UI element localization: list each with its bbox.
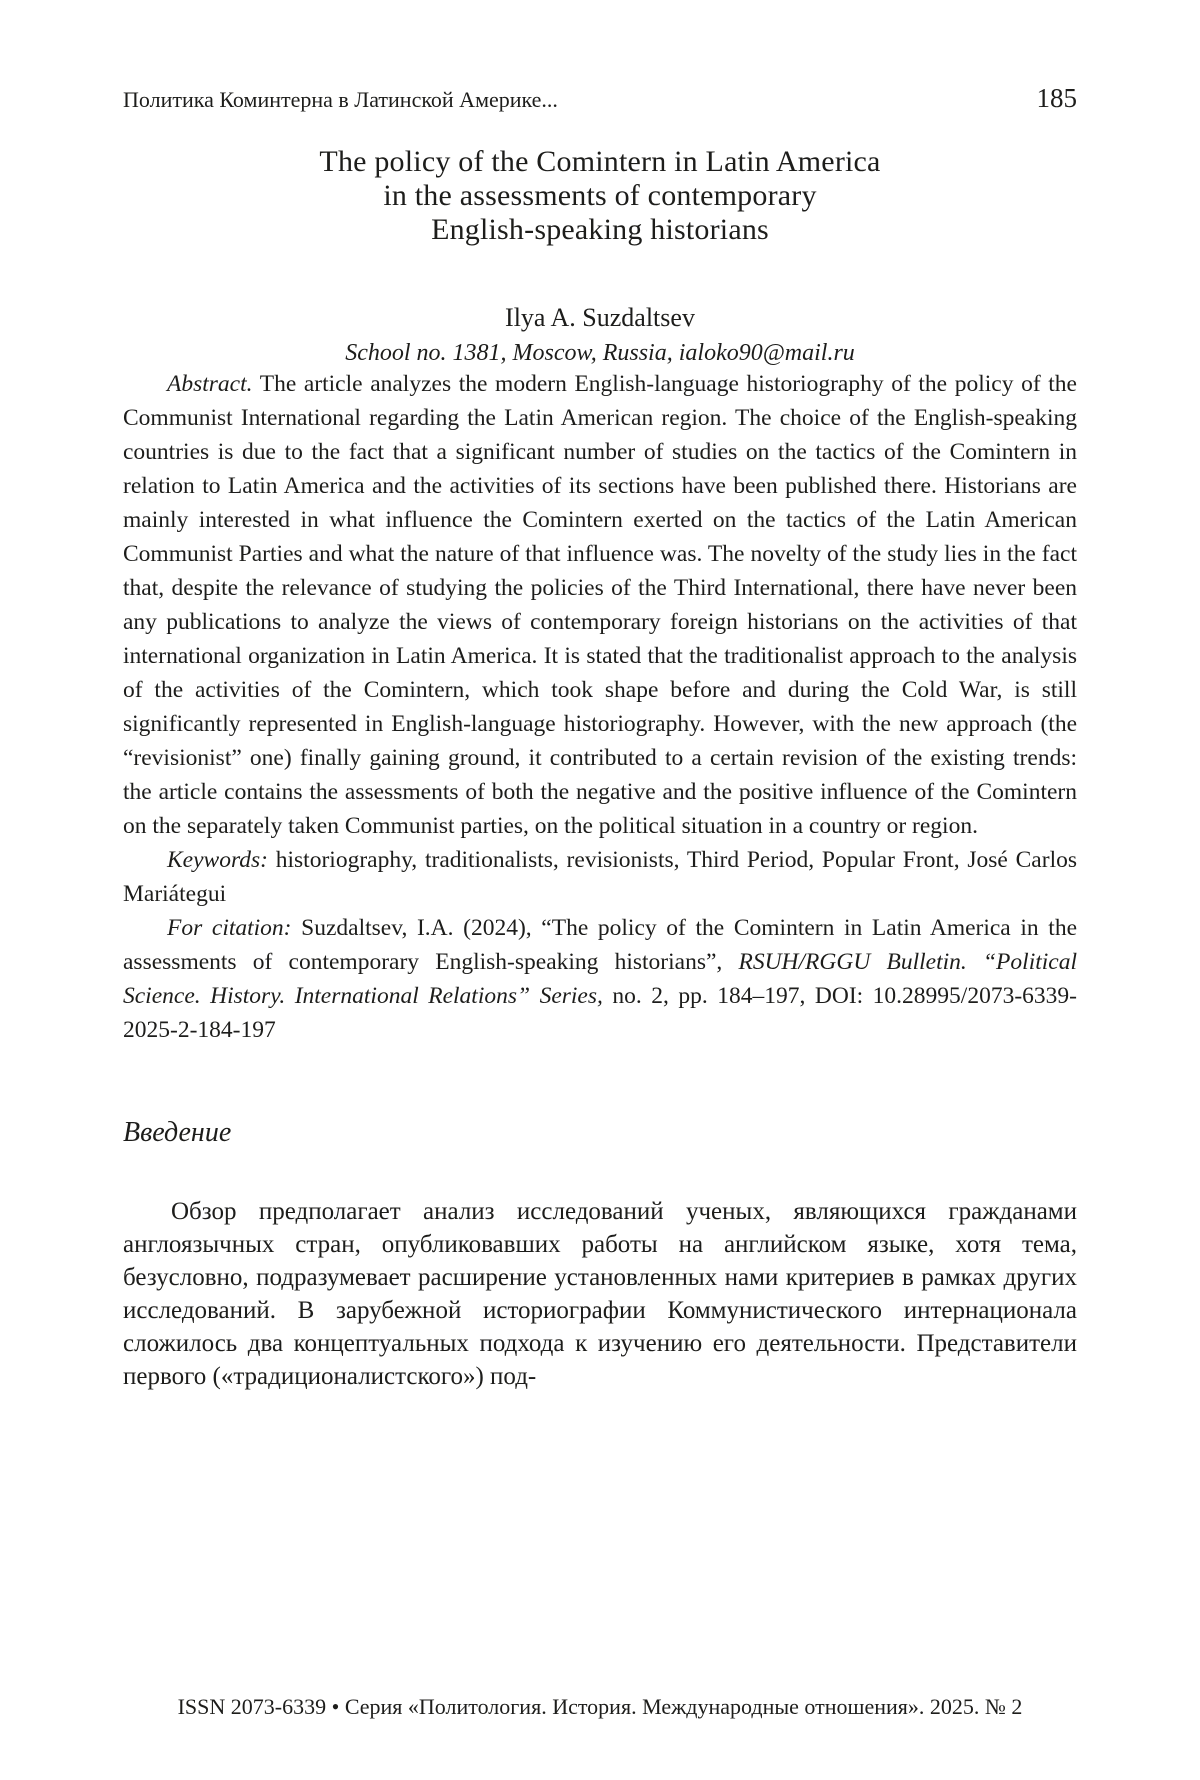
citation-label: For citation:	[167, 915, 292, 941]
citation-paragraph	[123, 911, 1077, 1047]
abstract-paragraph	[123, 367, 1077, 843]
article-title-line-2: in the assessments of contemporary	[383, 179, 817, 212]
journal-footer: ISSN 2073-6339 • Серия «Политология. История. Международные отношения». 2025. № 2	[177, 1694, 1023, 1719]
running-header	[123, 85, 1077, 113]
article-title-line-1: The policy of the Comintern in Latin America	[319, 145, 881, 178]
article-title-line-3: English-speaking historians	[431, 213, 769, 246]
citation-journal-title: RSUH/RGGU Bulletin. “Political Science. History. International Relations” Series,	[123, 949, 1077, 1009]
keywords-text: historiography, traditionalists, revisionists, Third Period, Popular Front, José Carlos Mariátegui	[123, 847, 1077, 907]
keywords-paragraph	[123, 843, 1077, 911]
article-title	[123, 145, 1077, 247]
keywords-label: Keywords:	[167, 847, 268, 873]
abstract-text: The article analyzes the modern English-language historiography of the policy of the Communist International regarding the Latin American region. The choice of the English-speaking countries is due to the fact that a significant number of studies on the tactics of the Comintern in relation to Latin America and the activities of its sections have been published there. Historians are mainly interested in what influence the Comintern exerted on the tactics of the Latin American Communist Parties and what the nature of that influence was. The novelty of the study lies in the fact that, despite the relevance of studying the policies of the Third International, there have never been any publications to analyze the views of contemporary foreign historians on the activities of that international organization in Latin America. It is stated that the traditionalist approach to the analysis of the activities of the Comintern, which took shape before and during the Cold War, is still significantly represented in English-language historiography. However, with the new approach (the “revisionist” one) finally gaining ground, it contributed to a certain revision of the existing trends: the article contains the assessments of both the negative and the positive influence of the Comintern on the separately taken Communist parties, on the political situation in a country or region.	[123, 371, 1077, 839]
section-heading-introduction: Введение	[123, 1117, 232, 1148]
page-number: 185	[1036, 83, 1077, 113]
author-name: Ilya A. Suzdaltsev	[505, 303, 695, 332]
citation-text-1: Suzdaltsev, I.A. (2024), “The policy of the Comintern in Latin America in the assessments of contemporary English-speaking historians”,	[123, 915, 1078, 975]
author-affiliation: School no. 1381, Moscow, Russia, ialoko90@mail.ru	[345, 340, 855, 366]
introduction-paragraph: Обзор предполагает анализ исследований ученых, являющихся гражданами англоязычных стран, опубликовавших работы на английском языке, хотя тема, безусловно, подразумевает расширение установленных нами критериев в рамках других исследований. В зарубежной историографии Коммунистического интернационала сложилось два концептуальных подхода к изучению его деятельности. Представители первого («традиционалистского») под-	[123, 1198, 1077, 1390]
running-header-title: Политика Коминтерна в Латинской Америке...	[123, 87, 558, 112]
abstract-label: Abstract.	[167, 371, 253, 397]
citation-text-2: no. 2, pp. 184–197, DOI: 10.28995/2073-6339-2025-2-184-197	[123, 983, 1077, 1043]
